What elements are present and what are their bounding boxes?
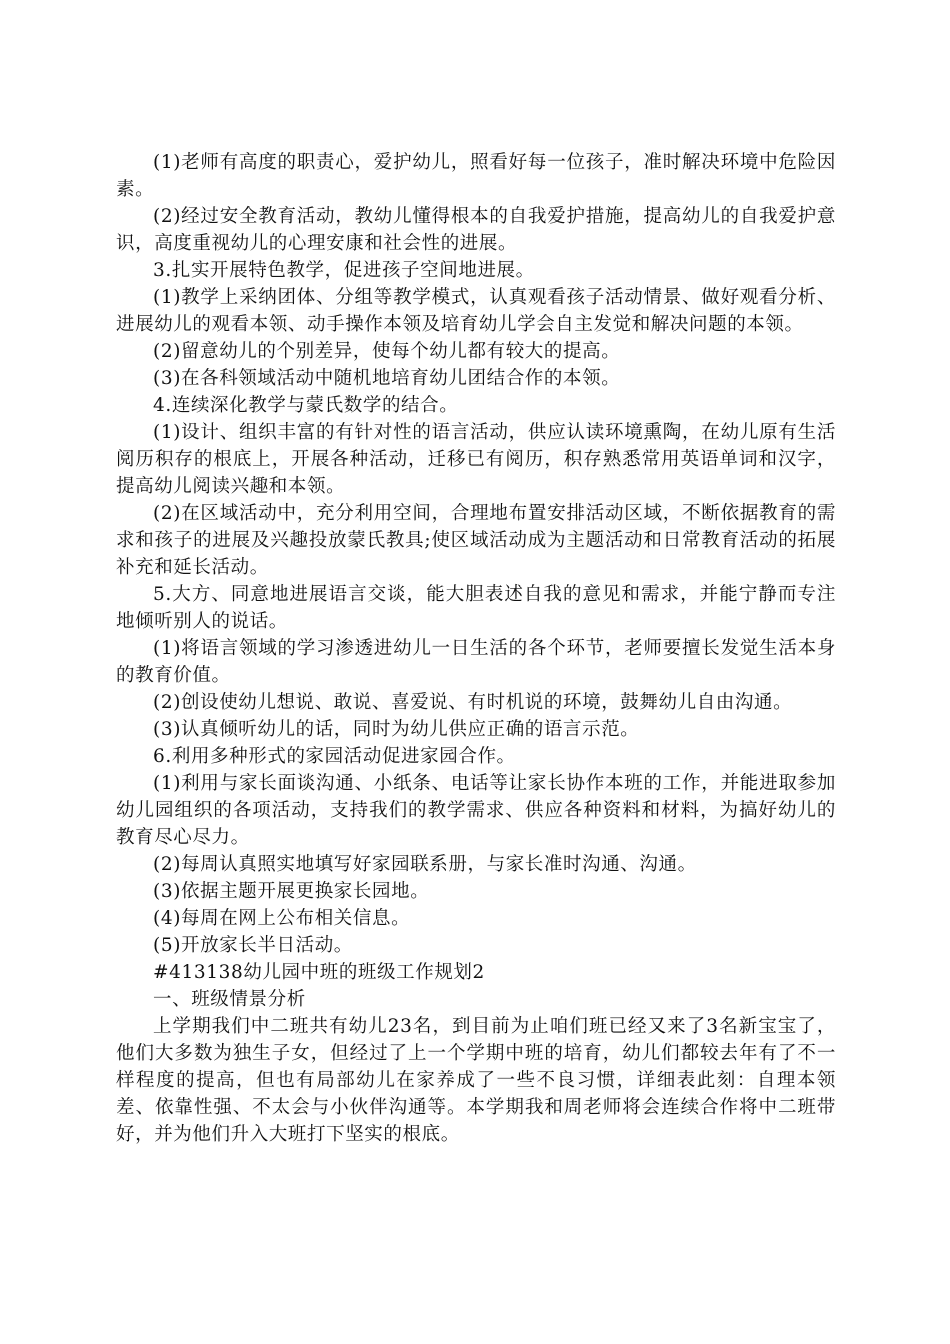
paragraph: (2)在区域活动中，充分利用空间，合理地布置安排活动区域，不断依据教育的需求和孩子的进展及兴趣投放蒙氏教具;使区域活动成为主题活动和日常教育活动的拓展补充和延长活动。	[116, 503, 836, 578]
paragraph: (1)老师有高度的职责心，爱护幼儿，照看好每一位孩子，准时解决环境中危险因素。	[116, 152, 836, 200]
paragraph: (1)利用与家长面谈沟通、小纸条、电话等让家长协作本班的工作，并能进取参加幼儿园组织的各项活动，支持我们的教学需求、供应各种资料和材料，为搞好幼儿的教育尽心尽力。	[116, 773, 836, 848]
section-heading: 5.大方、同意地进展语言交谈，能大胆表述自我的意见和需求，并能宁静而专注地倾听别人的说话。	[116, 584, 836, 632]
paragraph: (3)认真倾听幼儿的话，同时为幼儿供应正确的语言示范。	[153, 719, 640, 740]
paragraph: (4)每周在网上公布相关信息。	[153, 908, 411, 929]
paragraph: (3)依据主题开展更换家长园地。	[153, 881, 430, 902]
document-body	[116, 149, 836, 1148]
section-heading: 4.连续深化教学与蒙氏数学的结合。	[153, 395, 459, 416]
paragraph: (5)开放家长半日活动。	[153, 935, 353, 956]
paragraph: (2)经过安全教育活动，教幼儿懂得根本的自我爱护措施，提高幼儿的自我爱护意识，高度重视幼儿的心理安康和社会性的进展。	[116, 206, 836, 254]
paragraph: (2)留意幼儿的个别差异，使每个幼儿都有较大的提高。	[153, 341, 621, 362]
section-heading: 3.扎实开展特色教学，促进孩子空间地进展。	[153, 260, 535, 281]
section-heading: 6.利用多种形式的家园活动促进家园合作。	[153, 746, 516, 767]
paragraph: 上学期我们中二班共有幼儿23名，到目前为止咱们班已经又来了3名新宝宝了，他们大多数为独生子女，但经过了上一个学期中班的培育，幼儿们都较去年有了不一样程度的提高，但也有局部幼儿在家养成了一些不良习惯，详细表此刻：自理本领差、依靠性强、不太会与小伙伴沟通等。本学期我和周老师将会连续合作将中二班带好，并为他们升入大班打下坚实的根底。	[116, 1016, 836, 1145]
paragraph: (3)在各科领域活动中随机地培育幼儿团结合作的本领。	[153, 368, 621, 389]
section-heading: 一、班级情景分析	[153, 989, 306, 1010]
paragraph: (2)创设使幼儿想说、敢说、喜爱说、有时机说的环境，鼓舞幼儿自由沟通。	[153, 692, 793, 713]
paragraph: (2)每周认真照实地填写好家园联系册，与家长准时沟通、沟通。	[153, 854, 697, 875]
paragraph: (1)将语言领域的学习渗透进幼儿一日生活的各个环节，老师要擅长发觉生活本身的教育价值。	[116, 638, 836, 686]
document-title: #413138幼儿园中班的班级工作规划2	[153, 962, 485, 983]
paragraph: (1)教学上采纳团体、分组等教学模式，认真观看孩子活动情景、做好观看分析、进展幼儿的观看本领、动手操作本领及培育幼儿学会自主发觉和解决问题的本领。	[116, 287, 836, 335]
paragraph: (1)设计、组织丰富的有针对性的语言活动，供应认读环境熏陶，在幼儿原有生活阅历积存的根底上，开展各种活动，迁移已有阅历，积存熟悉常用英语单词和汉字，提高幼儿阅读兴趣和本领。	[116, 422, 836, 497]
